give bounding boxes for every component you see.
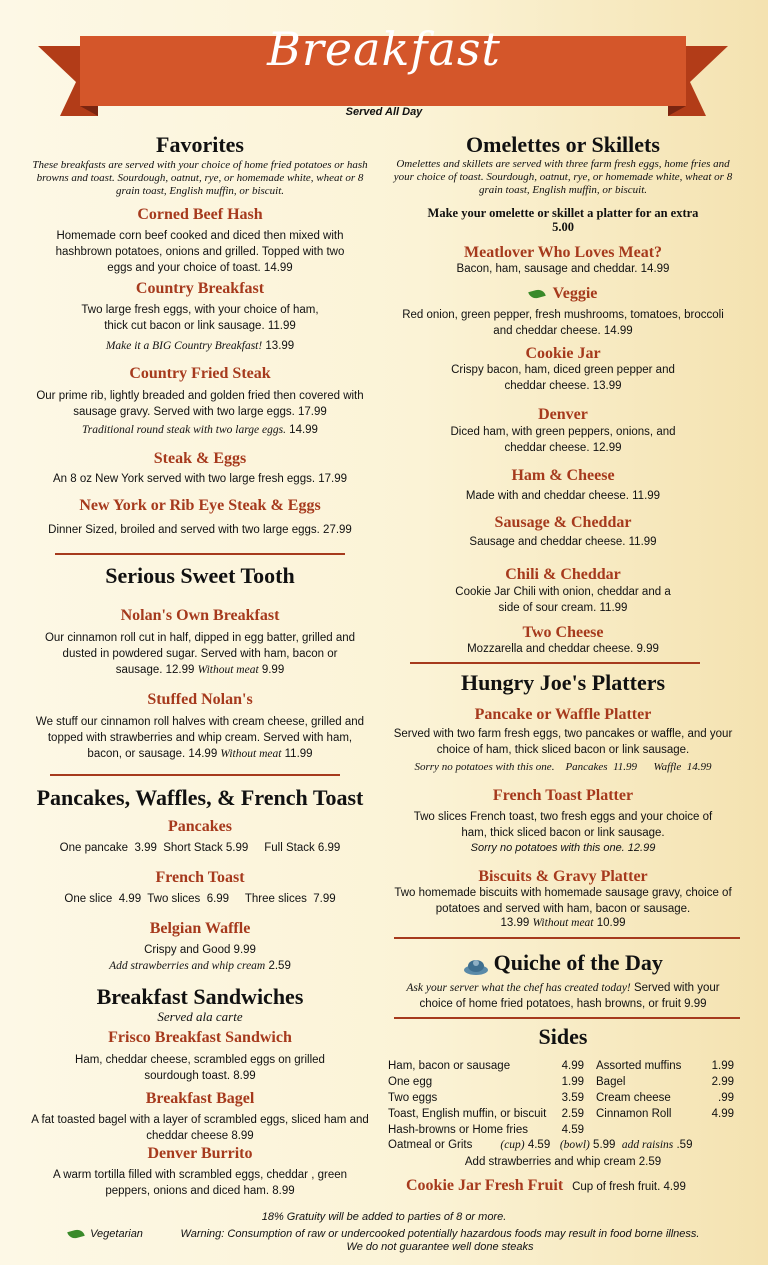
item-desc: Bacon, ham, sausage and cheddar. 14.99 <box>456 263 670 275</box>
item-note: Sorry no potatoes with this one. 12.99 <box>470 842 656 854</box>
item-desc: Red onion, green pepper, fresh mushrooms, tomatoes, broccoli and cheddar cheese. 14.99 <box>402 309 724 337</box>
quiche-desc: Ask your server what the chef has created today! Served with your choice of home fried potatoes, hash browns, or fruit 9.99 <box>406 982 720 1010</box>
item-desc: Cookie Jar Chili with onion, cheddar and a side of sour cream. 11.99 <box>455 586 671 614</box>
item-desc: Our prime rib, lightly breaded and golden fried then covered with sausage gravy. Served with two large eggs. 17.99 <box>36 390 364 418</box>
quiche-icon <box>463 957 489 975</box>
omelettes-intro: Omelettes and skillets are served with three farm fresh eggs, home fries and your choice of toast. Sourdough, oatnut, rye, or homemade white, wheat or 8 grain toast, English muffin, or biscuit. <box>393 158 733 196</box>
item-desc: An 8 oz New York served with two large fresh eggs. 17.99 <box>52 473 348 485</box>
side-row: Cinnamon Roll 4.99 <box>596 1108 734 1120</box>
item-desc: Dinner Sized, broiled and served with two large eggs. 27.99 <box>48 524 352 536</box>
item-desc: Homemade corn beef cooked and diced then mixed with hashbrown potatoes, onions and grilled. Topped with two eggs and your choice of toast. 14.99 <box>55 230 345 274</box>
sandwiches-sub: Served ala carte <box>157 1009 243 1024</box>
divider <box>50 774 340 776</box>
item-title: Ham & Cheese <box>511 467 615 484</box>
vegetarian-legend: Vegetarian <box>68 1228 143 1240</box>
pancakes-heading: Pancakes, Waffles, & French Toast <box>36 785 364 810</box>
quiche-heading-row: Quiche of the Day <box>386 950 740 976</box>
platter-note: Make your omelette or skillet a platter for an extra 5.00 <box>427 206 699 234</box>
food-warning: Warning: Consumption of raw or undercooked potentially hazardous foods may result in food borne illness. We do not guarantee well done steaks <box>180 1228 700 1253</box>
item-desc: Mozzarella and cheddar cheese. 9.99 <box>467 643 659 655</box>
item-title: Denver <box>538 406 588 423</box>
item-desc: Sausage and cheddar cheese. 11.99 <box>469 536 657 548</box>
item-desc: Our cinnamon roll cut in half, dipped in egg batter, grilled and dusted in powdered sugar. Served with ham, bacon or sausage. 12.99 Without meat 9.99 <box>44 632 356 676</box>
item-title: New York or Rib Eye Steak & Eggs <box>79 497 321 514</box>
item-title: Breakfast Bagel <box>145 1090 255 1107</box>
item-desc: One slice 4.99 Two slices 6.99 Three slices 7.99 <box>64 893 336 905</box>
item-desc: A warm tortilla filled with scrambled eggs, cheddar , green peppers, onions and diced ham. 8.99 <box>52 1169 348 1197</box>
served-all-day: Served All Day <box>345 106 423 118</box>
omelettes-heading: Omelettes or Skillets <box>466 132 660 157</box>
item-title: French Toast <box>155 869 245 886</box>
sides-left-table <box>388 1058 584 1138</box>
item-desc: Two large fresh eggs, with your choice of ham, thick cut bacon or link sausage. 11.99 <box>81 304 319 332</box>
item-desc: Two homemade biscuits with homemade sausage gravy, choice of potatoes and served with ham, bacon or sausage. <box>394 887 732 915</box>
divider <box>394 937 740 939</box>
oatmeal-row: Oatmeal or Grits (cup) 4.59 (bowl) 5.99 add raisins .59 <box>388 1139 693 1151</box>
item-title: Corned Beef Hash <box>137 206 263 223</box>
side-row: Toast, English muffin, or biscuit 2.59 <box>388 1108 584 1120</box>
item-desc: Crispy and Good 9.99 <box>144 944 256 956</box>
item-desc: Ham, cheddar cheese, scrambled eggs on grilled sourdough toast. 8.99 <box>75 1054 325 1082</box>
menu-title: Breakfast <box>267 22 501 76</box>
side-row: Cream cheese .99 <box>596 1092 734 1104</box>
item-note: 13.99 Without meat 10.99 <box>500 917 626 929</box>
side-row: One egg 1.99 <box>388 1076 584 1088</box>
strawberries-addon: Add strawberries and whip cream 2.59 <box>464 1156 662 1168</box>
item-title: Two Cheese <box>522 624 604 641</box>
item-desc: We stuff our cinnamon roll halves with cream cheese, grilled and topped with strawberries and whip cream. Served with ham, bacon, or sausage. 14.99 Without meat 11.99 <box>35 716 365 760</box>
item-title: Pancakes <box>168 818 232 835</box>
item-note: Traditional round steak with two large eggs. 14.99 <box>82 424 318 436</box>
fresh-fruit-row: Cookie Jar Fresh Fruit Cup of fresh fruit. 4.99 <box>406 1177 686 1194</box>
item-desc: A fat toasted bagel with a layer of scrambled eggs, sliced ham and cheddar cheese 8.99 <box>31 1114 369 1142</box>
item-title: Veggie <box>386 285 740 303</box>
gratuity-note: 18% Gratuity will be added to parties of 8 or more. <box>261 1211 507 1223</box>
favorites-intro: These breakfasts are served with your choice of home fried potatoes or hash browns and toast. Sourdough, oatnut, rye, or homemade white, wheat or 8 grain toast, English muffin, or biscuit. <box>32 159 368 197</box>
item-desc: Crispy bacon, ham, diced green pepper and cheddar cheese. 13.99 <box>451 364 675 392</box>
favorites-heading: Favorites <box>156 132 244 157</box>
item-note: Add strawberries and whip cream 2.59 <box>109 960 291 972</box>
item-desc: One pancake 3.99 Short Stack 5.99 Full Stack 6.99 <box>59 842 341 854</box>
divider <box>394 1017 740 1019</box>
sweet-heading: Serious Sweet Tooth <box>105 563 295 588</box>
item-title: Country Fried Steak <box>129 365 271 382</box>
item-title: French Toast Platter <box>492 787 634 804</box>
item-note: Make it a BIG Country Breakfast! 13.99 <box>105 340 295 352</box>
sandwiches-heading: Breakfast Sandwiches <box>96 984 304 1009</box>
side-row: Assorted muffins 1.99 <box>596 1060 734 1072</box>
item-desc: Served with two farm fresh eggs, two pancakes or waffle, and your choice of ham, thick sliced bacon or link sausage. <box>393 728 733 756</box>
item-title: Cookie Jar <box>525 345 601 362</box>
item-desc: Two slices French toast, two fresh eggs and your choice of ham, thick sliced bacon or link sausage. <box>413 811 713 839</box>
divider <box>410 662 700 664</box>
item-title: Sausage & Cheddar <box>494 514 632 531</box>
side-row: Hash-browns or Home fries 4.59 <box>388 1124 584 1136</box>
side-row: Ham, bacon or sausage 4.99 <box>388 1060 584 1072</box>
divider <box>55 553 345 555</box>
item-note: Sorry no potatoes with this one. Pancakes 11.99 Waffle 14.99 <box>414 761 712 773</box>
item-title: Belgian Waffle <box>149 920 251 937</box>
vegetarian-leaf-icon <box>67 1228 85 1240</box>
item-title: Denver Burrito <box>147 1145 253 1162</box>
item-title: Frisco Breakfast Sandwich <box>108 1029 292 1046</box>
item-title: Nolan's Own Breakfast <box>120 607 280 624</box>
item-desc: Made with and cheddar cheese. 11.99 <box>465 490 661 502</box>
platters-heading: Hungry Joe's Platters <box>460 670 666 695</box>
item-title: Stuffed Nolan's <box>147 691 253 708</box>
item-title: Steak & Eggs <box>153 450 247 467</box>
item-title: Meatlover Who Loves Meat? <box>463 244 663 261</box>
item-title: Chili & Cheddar <box>505 566 621 583</box>
side-row: Two eggs 3.59 <box>388 1092 584 1104</box>
item-title: Biscuits & Gravy Platter <box>478 868 648 885</box>
item-desc: Diced ham, with green peppers, onions, and cheddar cheese. 12.99 <box>450 426 676 454</box>
item-title: Pancake or Waffle Platter <box>474 706 652 723</box>
vegetarian-leaf-icon <box>528 288 546 300</box>
sides-heading: Sides <box>538 1024 588 1049</box>
side-row: Bagel 2.99 <box>596 1076 734 1088</box>
sides-right-table <box>596 1058 734 1122</box>
item-title: Country Breakfast <box>135 280 265 297</box>
